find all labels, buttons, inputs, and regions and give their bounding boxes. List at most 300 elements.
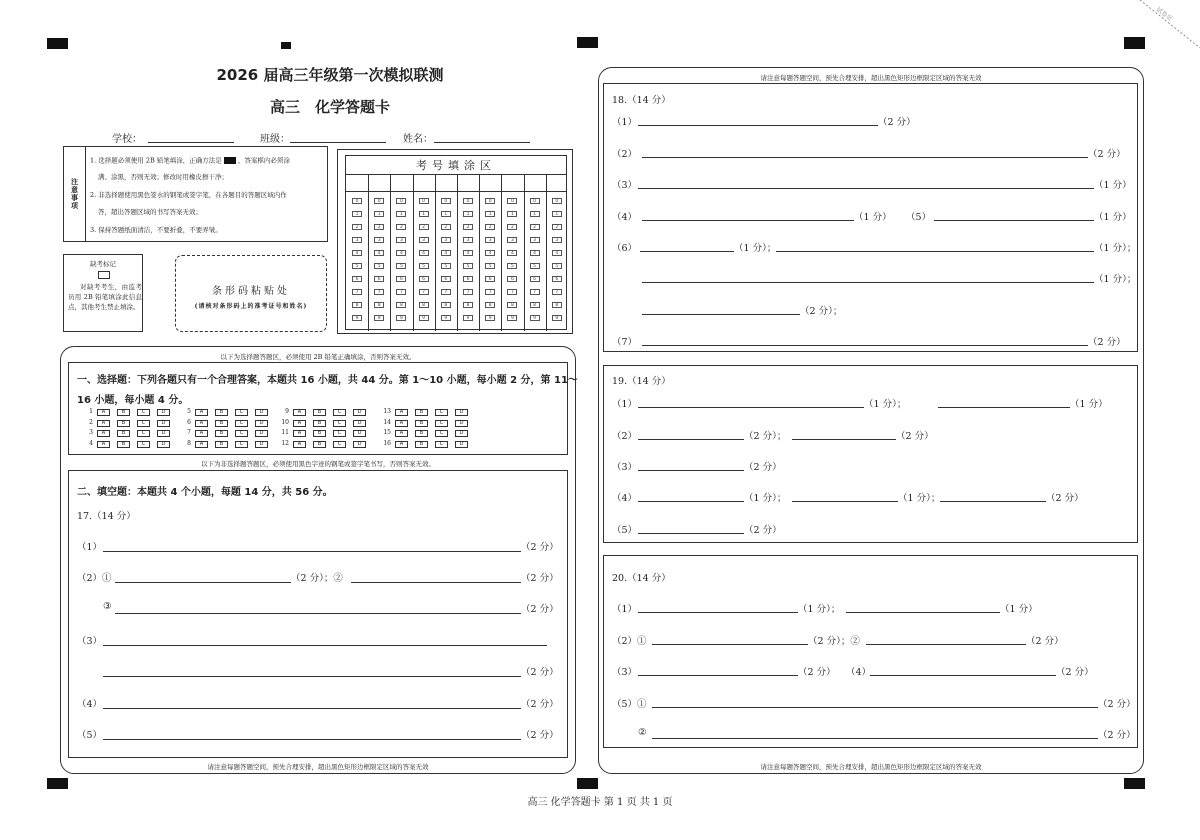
q19-part1a-answer-line[interactable] bbox=[638, 407, 864, 408]
mc-question-number: 16 bbox=[383, 439, 391, 447]
exam-digit-bubble[interactable]: 3 bbox=[396, 237, 406, 243]
exam-digit-bubble[interactable]: 7 bbox=[419, 289, 429, 295]
exam-digit-bubble[interactable]: 5 bbox=[374, 263, 384, 269]
mc-option-bubble[interactable]: B bbox=[117, 441, 130, 448]
exam-digit-bubble[interactable]: 4 bbox=[552, 250, 562, 256]
mc-option-bubble[interactable]: D bbox=[353, 420, 366, 427]
mc-option-bubble[interactable]: D bbox=[455, 420, 468, 427]
registration-mark-top-small bbox=[281, 42, 291, 49]
exam-digit-bubble[interactable]: 8 bbox=[530, 302, 540, 308]
notice-rule-1 bbox=[90, 157, 290, 164]
exam-digit-bubble[interactable]: 2 bbox=[396, 224, 406, 230]
notice-rule-3: 3. 保持答题纸面清洁，不要折叠，不要弄皱。 bbox=[90, 226, 222, 234]
exam-digit-bubble[interactable]: 0 bbox=[530, 198, 540, 204]
mc-option-bubble[interactable]: D bbox=[455, 441, 468, 448]
q20-part5-label: （5）① bbox=[612, 699, 647, 710]
mc-option-bubble[interactable]: B bbox=[313, 441, 326, 448]
rule1-part-b: ，答案框内必须涂 bbox=[237, 156, 290, 165]
exam-digit-bubble[interactable]: 5 bbox=[530, 263, 540, 269]
exam-digit-bubble[interactable]: 1 bbox=[485, 211, 495, 217]
exam-digit-bubble[interactable]: 2 bbox=[352, 224, 362, 230]
exam-digit-bubble[interactable]: 1 bbox=[419, 211, 429, 217]
q18-part4-points: （1 分） bbox=[854, 212, 892, 223]
mc-option-bubble[interactable]: A bbox=[195, 441, 208, 448]
q17-part3-answer-line-1[interactable] bbox=[103, 645, 547, 646]
exam-digit-bubble[interactable]: 5 bbox=[463, 263, 473, 269]
exam-digit-bubble[interactable]: 9 bbox=[507, 315, 517, 321]
q18-part3-label: （3） bbox=[612, 180, 638, 191]
mc-option-bubble[interactable]: C bbox=[235, 409, 248, 416]
mc-option-bubble[interactable]: D bbox=[255, 409, 268, 416]
q17-part3-points: （2 分） bbox=[521, 667, 559, 678]
q19-part2a-points: （2 分）； bbox=[744, 431, 787, 442]
barcode-note: (请核对条形码上的准考证号和姓名) bbox=[194, 303, 308, 310]
mc-option-bubble[interactable]: A bbox=[395, 409, 408, 416]
notice-side-label: 注意事项 bbox=[64, 147, 86, 241]
school-label: 学校： bbox=[112, 134, 142, 145]
exam-digit-bubble[interactable]: 1 bbox=[396, 211, 406, 217]
mc-option-bubble[interactable]: A bbox=[395, 430, 408, 437]
exam-digit-bubble[interactable]: 7 bbox=[441, 289, 451, 295]
q18-part6d-answer-line[interactable] bbox=[642, 314, 800, 315]
q20-part1a-points: （1 分）； bbox=[798, 604, 841, 615]
exam-digit-bubble[interactable]: 3 bbox=[419, 237, 429, 243]
exam-digit-bubble[interactable]: 7 bbox=[507, 289, 517, 295]
exam-digit-bubble[interactable]: 3 bbox=[552, 237, 562, 243]
q18-part7-answer-line[interactable] bbox=[642, 345, 1088, 346]
exam-digit-bubble[interactable]: 3 bbox=[485, 237, 495, 243]
q18-part2-answer-line[interactable] bbox=[642, 157, 1088, 158]
mc-option-bubble[interactable]: A bbox=[195, 430, 208, 437]
exam-digit-bubble[interactable]: 6 bbox=[463, 276, 473, 282]
rule1-part-a: 1. 选择题必须使用 2B 铅笔填涂，正确方法是 bbox=[90, 156, 222, 165]
exam-digit-bubble[interactable]: 3 bbox=[352, 237, 362, 243]
exam-digit-bubble[interactable]: 9 bbox=[396, 315, 406, 321]
exam-digit-bubble[interactable]: 0 bbox=[374, 198, 384, 204]
exam-digit-bubble[interactable]: 9 bbox=[419, 315, 429, 321]
exam-digit-bubble[interactable]: 6 bbox=[552, 276, 562, 282]
mc-option-bubble[interactable]: B bbox=[415, 441, 428, 448]
exam-digit-bubble[interactable]: 2 bbox=[507, 224, 517, 230]
exam-digit-bubble[interactable]: 2 bbox=[441, 224, 451, 230]
mc-question-number: 8 bbox=[187, 439, 191, 447]
exam-digit-bubble[interactable]: 5 bbox=[419, 263, 429, 269]
q17-part1-label: （1） bbox=[77, 542, 103, 553]
exam-digit-bubble[interactable]: 8 bbox=[352, 302, 362, 308]
q18-part3-answer-line[interactable] bbox=[638, 188, 1094, 189]
mc-option-bubble[interactable]: A bbox=[97, 409, 110, 416]
q17-part1-answer-line[interactable] bbox=[103, 551, 521, 552]
q18-title: 18.（14 分） bbox=[612, 95, 671, 106]
mc-option-bubble[interactable]: A bbox=[97, 420, 110, 427]
q18-part6c-points: （1 分）； bbox=[1094, 274, 1137, 285]
exam-number-column-divider bbox=[390, 175, 391, 331]
q19-part4c-points: （2 分） bbox=[1046, 493, 1084, 504]
mc-option-bubble[interactable]: C bbox=[137, 441, 150, 448]
registration-mark-bottom-right bbox=[1124, 778, 1145, 789]
exam-digit-bubble[interactable]: 1 bbox=[507, 211, 517, 217]
mc-option-bubble[interactable]: D bbox=[157, 420, 170, 427]
exam-digit-bubble[interactable]: 0 bbox=[507, 198, 517, 204]
mc-option-bubble[interactable]: D bbox=[255, 441, 268, 448]
mc-option-bubble[interactable]: C bbox=[235, 430, 248, 437]
mc-option-bubble[interactable]: A bbox=[395, 441, 408, 448]
q17-part4-answer-line[interactable] bbox=[103, 708, 521, 709]
mc-option-bubble[interactable]: D bbox=[157, 430, 170, 437]
q20-part5b-answer-line[interactable] bbox=[652, 738, 1098, 739]
mc-option-bubble[interactable]: B bbox=[415, 409, 428, 416]
exam-digit-bubble[interactable]: 3 bbox=[441, 237, 451, 243]
mc-option-bubble[interactable]: A bbox=[293, 420, 306, 427]
q20-part4-label: （4） bbox=[846, 667, 872, 678]
mc-option-bubble[interactable]: D bbox=[255, 430, 268, 437]
mc-option-bubble[interactable]: D bbox=[157, 409, 170, 416]
q20-part3-points: （2 分） bbox=[798, 667, 836, 678]
q19-part1b-points: （1 分） bbox=[1070, 399, 1108, 410]
barcode-area bbox=[175, 255, 327, 332]
exam-digit-bubble[interactable]: 8 bbox=[463, 302, 473, 308]
mc-option-bubble[interactable]: A bbox=[293, 430, 306, 437]
mc-option-bubble[interactable]: C bbox=[137, 420, 150, 427]
exam-digit-bubble[interactable]: 7 bbox=[463, 289, 473, 295]
q18-part1-label: （1） bbox=[612, 117, 638, 128]
registration-mark-top-center bbox=[577, 37, 598, 48]
mc-option-bubble[interactable]: B bbox=[215, 409, 228, 416]
exam-digit-bubble[interactable]: 9 bbox=[552, 315, 562, 321]
exam-digit-bubble[interactable]: 6 bbox=[530, 276, 540, 282]
mc-option-bubble[interactable]: D bbox=[353, 430, 366, 437]
mc-question-number: 6 bbox=[187, 418, 191, 426]
card-subtitle: 高三 化学答题卡 bbox=[269, 98, 390, 116]
q17-part2c-answer-line[interactable] bbox=[115, 613, 521, 614]
mc-option-bubble[interactable]: A bbox=[195, 420, 208, 427]
exam-digit-bubble[interactable]: 1 bbox=[352, 211, 362, 217]
q17-part5-label: （5） bbox=[77, 730, 103, 741]
exam-digit-bubble[interactable]: 8 bbox=[419, 302, 429, 308]
mc-option-bubble[interactable]: A bbox=[293, 441, 306, 448]
mc-option-bubble[interactable]: A bbox=[293, 409, 306, 416]
exam-digit-bubble[interactable]: 4 bbox=[441, 250, 451, 256]
q19-part1a-points: （1 分）； bbox=[864, 399, 907, 410]
q17-part2b-answer-line[interactable] bbox=[351, 582, 521, 583]
q19-part2-label: （2） bbox=[612, 431, 638, 442]
exam-number-column-divider bbox=[368, 175, 369, 331]
exam-digit-bubble[interactable]: 3 bbox=[374, 237, 384, 243]
q18-part6b-points: （1 分）； bbox=[1094, 243, 1137, 254]
mc-option-bubble[interactable]: C bbox=[235, 420, 248, 427]
q17-part3-label: （3） bbox=[77, 636, 103, 647]
mc-option-bubble[interactable]: A bbox=[97, 430, 110, 437]
exam-digit-bubble[interactable]: 8 bbox=[507, 302, 517, 308]
exam-digit-bubble[interactable]: 6 bbox=[396, 276, 406, 282]
class-field[interactable] bbox=[290, 142, 386, 143]
q19-part1b-answer-line[interactable] bbox=[938, 407, 1070, 408]
q19-part4b-points: （1 分）； bbox=[898, 493, 941, 504]
mc-option-bubble[interactable]: B bbox=[117, 430, 130, 437]
mc-option-bubble[interactable]: C bbox=[333, 441, 346, 448]
q17-part2c-label: ③ bbox=[103, 601, 112, 612]
exam-digit-bubble[interactable]: 4 bbox=[530, 250, 540, 256]
mc-option-bubble[interactable]: C bbox=[435, 441, 448, 448]
q19-part2b-answer-line[interactable] bbox=[792, 439, 896, 440]
mc-question-number: 12 bbox=[281, 439, 289, 447]
exam-number-title: 考号填涂区 bbox=[346, 156, 566, 175]
notice-rule-2-cont: 答，超出答题区域的书写答案无效； bbox=[98, 208, 202, 216]
exam-digit-bubble[interactable]: 7 bbox=[396, 289, 406, 295]
mc-question-number: 4 bbox=[89, 439, 93, 447]
class-label: 班级： bbox=[260, 134, 290, 145]
exam-digit-bubble[interactable]: 7 bbox=[530, 289, 540, 295]
exam-title: 2026 届高三年级第一次模拟联测 bbox=[216, 66, 444, 84]
q20-part2a-answer-line[interactable] bbox=[652, 644, 808, 645]
mc-option-bubble[interactable]: B bbox=[215, 441, 228, 448]
exam-digit-bubble[interactable]: 5 bbox=[352, 263, 362, 269]
mc-option-bubble[interactable]: D bbox=[455, 430, 468, 437]
mc-option-bubble[interactable]: C bbox=[333, 420, 346, 427]
mc-question-number: 9 bbox=[285, 408, 289, 415]
q17-part5-points: （2 分） bbox=[521, 730, 559, 741]
exam-digit-bubble[interactable]: 3 bbox=[463, 237, 473, 243]
choice-section bbox=[68, 362, 578, 455]
exam-number-column-divider bbox=[435, 175, 436, 331]
q20-part1b-points: （1 分） bbox=[1000, 604, 1038, 615]
name-field[interactable] bbox=[434, 142, 530, 143]
exam-digit-bubble[interactable]: 8 bbox=[485, 302, 495, 308]
exam-digit-bubble[interactable]: 1 bbox=[530, 211, 540, 217]
mc-option-bubble[interactable]: B bbox=[313, 409, 326, 416]
exam-digit-bubble[interactable]: 2 bbox=[463, 224, 473, 230]
right-top-note: 请注意每题答题空间，预先合理安排，超出黑色矩形边框限定区域的答案无效 bbox=[760, 74, 982, 82]
exam-digit-bubble[interactable]: 0 bbox=[352, 198, 362, 204]
exam-digit-bubble[interactable]: 4 bbox=[352, 250, 362, 256]
exam-number-column-divider bbox=[501, 175, 502, 331]
exam-digit-bubble[interactable]: 2 bbox=[530, 224, 540, 230]
exam-digit-bubble[interactable]: 5 bbox=[396, 263, 406, 269]
exam-digit-bubble[interactable]: 8 bbox=[396, 302, 406, 308]
exam-digit-bubble[interactable]: 8 bbox=[552, 302, 562, 308]
q18-part2-points: （2 分） bbox=[1088, 149, 1126, 160]
right-bottom-note: 请注意每题答题空间，预先合理安排，超出黑色矩形边框限定区域的答案无效 bbox=[760, 763, 982, 771]
q19-part2b-points: （2 分） bbox=[896, 431, 934, 442]
exam-digit-bubble[interactable]: 0 bbox=[419, 198, 429, 204]
exam-digit-bubble[interactable]: 6 bbox=[507, 276, 517, 282]
mc-option-bubble[interactable]: C bbox=[435, 430, 448, 437]
exam-digit-bubble[interactable]: 3 bbox=[507, 237, 517, 243]
q18-part3-points: （1 分） bbox=[1094, 180, 1132, 191]
page-footer: 高三 化学答题卡 第 1 页 共 1 页 bbox=[527, 797, 673, 808]
q18-part6-label: （6） bbox=[612, 243, 638, 254]
exam-digit-bubble[interactable]: 1 bbox=[441, 211, 451, 217]
mc-option-bubble[interactable]: C bbox=[235, 441, 248, 448]
q19-part3-points: （2 分） bbox=[744, 462, 782, 473]
mc-option-bubble[interactable]: C bbox=[333, 409, 346, 416]
filled-example-icon bbox=[224, 157, 236, 164]
exam-digit-bubble[interactable]: 2 bbox=[419, 224, 429, 230]
mc-question-number: 7 bbox=[187, 429, 191, 436]
mc-question-number: 11 bbox=[281, 429, 289, 436]
q20-part5b-points: （2 分） bbox=[1098, 730, 1136, 741]
q19-part4a-points: （1 分）； bbox=[744, 493, 787, 504]
q17-title: 17.（14 分） bbox=[77, 511, 136, 522]
q17-part2a-answer-line[interactable] bbox=[115, 582, 291, 583]
q20-part2-label: （2）① bbox=[612, 636, 647, 647]
q20-part2a-points: （2 分）；② bbox=[808, 636, 860, 647]
q18-part6a-answer-line[interactable] bbox=[640, 251, 734, 252]
q18-part1-points: （2 分） bbox=[878, 117, 916, 128]
exam-digit-bubble[interactable]: 8 bbox=[441, 302, 451, 308]
q19-part4c-answer-line[interactable] bbox=[940, 501, 1046, 502]
exam-digit-bubble[interactable]: 9 bbox=[352, 315, 362, 321]
mc-option-bubble[interactable]: C bbox=[435, 420, 448, 427]
mc-question-number: 1 bbox=[89, 408, 93, 415]
q17-part2-label: （2）① bbox=[77, 573, 112, 584]
mc-option-bubble[interactable]: B bbox=[117, 409, 130, 416]
q20-part5b-label: ② bbox=[638, 727, 647, 738]
mc-question-number: 3 bbox=[89, 429, 93, 436]
q18-part6b-answer-line[interactable] bbox=[776, 251, 1094, 252]
q19-part5-answer-line[interactable] bbox=[638, 533, 744, 534]
mc-option-bubble[interactable]: B bbox=[117, 420, 130, 427]
q19-part3-answer-line[interactable] bbox=[638, 470, 744, 471]
notice-rule-2: 2. 非选择题使用黑色签水的钢笔或签字笔，在各题目的答题区域内作 bbox=[90, 191, 287, 199]
mc-option-bubble[interactable]: A bbox=[395, 420, 408, 427]
exam-digit-bubble[interactable]: 1 bbox=[552, 211, 562, 217]
mc-question-number: 10 bbox=[281, 418, 289, 426]
exam-digit-bubble[interactable]: 4 bbox=[419, 250, 429, 256]
mc-option-bubble[interactable]: B bbox=[313, 430, 326, 437]
exam-digit-bubble[interactable]: 4 bbox=[485, 250, 495, 256]
q20-part4-answer-line[interactable] bbox=[870, 675, 1056, 676]
q17-part4-points: （2 分） bbox=[521, 699, 559, 710]
mc-option-bubble[interactable]: C bbox=[333, 430, 346, 437]
q19-part4-label: （4） bbox=[612, 493, 638, 504]
q17-part2b-points: （2 分） bbox=[521, 573, 559, 584]
mc-option-bubble[interactable]: C bbox=[435, 409, 448, 416]
mc-option-bubble[interactable]: B bbox=[215, 420, 228, 427]
q20-part2b-answer-line[interactable] bbox=[866, 644, 1026, 645]
exam-digit-bubble[interactable]: 9 bbox=[485, 315, 495, 321]
mc-question-number: 13 bbox=[383, 408, 391, 415]
mc-option-bubble[interactable]: A bbox=[97, 441, 110, 448]
exam-digit-bubble[interactable]: 7 bbox=[352, 289, 362, 295]
exam-digit-bubble[interactable]: 1 bbox=[374, 211, 384, 217]
exam-digit-bubble[interactable]: 5 bbox=[552, 263, 562, 269]
absent-checkbox[interactable] bbox=[98, 271, 110, 279]
exam-number-write-row[interactable] bbox=[346, 175, 566, 192]
exam-digit-bubble[interactable]: 6 bbox=[419, 276, 429, 282]
choice-note: 以下为选择题答题区，必须使用 2B 铅笔正确填涂，否则答案无效。 bbox=[220, 353, 416, 361]
q20-part1a-answer-line[interactable] bbox=[638, 612, 798, 613]
mc-option-bubble[interactable]: C bbox=[137, 409, 150, 416]
exam-digit-bubble[interactable]: 9 bbox=[441, 315, 451, 321]
exam-digit-bubble[interactable]: 0 bbox=[552, 198, 562, 204]
exam-digit-bubble[interactable]: 1 bbox=[463, 211, 473, 217]
mc-option-bubble[interactable]: B bbox=[215, 430, 228, 437]
q18-part7-label: （7） bbox=[612, 337, 638, 348]
exam-number-column-divider bbox=[413, 175, 414, 331]
exam-digit-bubble[interactable]: 6 bbox=[441, 276, 451, 282]
mc-option-bubble[interactable]: D bbox=[455, 409, 468, 416]
exam-digit-bubble[interactable]: 2 bbox=[552, 224, 562, 230]
q20-title: 20.（14 分） bbox=[612, 573, 671, 584]
exam-digit-bubble[interactable]: 5 bbox=[507, 263, 517, 269]
left-bottom-note: 请注意每题答题空间，预先合理安排，超出黑色矩形边框限定区域的答案无效 bbox=[207, 763, 429, 771]
mc-option-bubble[interactable]: B bbox=[415, 430, 428, 437]
q20-part5a-answer-line[interactable] bbox=[652, 707, 1098, 708]
q18-part5-answer-line[interactable] bbox=[934, 220, 1094, 221]
q18-part5-points: （1 分） bbox=[1094, 212, 1132, 223]
mc-question-number: 5 bbox=[187, 408, 191, 415]
q19-part4a-answer-line[interactable] bbox=[638, 501, 744, 502]
school-field[interactable] bbox=[148, 142, 234, 143]
exam-digit-bubble[interactable]: 4 bbox=[507, 250, 517, 256]
mc-option-bubble[interactable]: A bbox=[195, 409, 208, 416]
q20-part3-answer-line[interactable] bbox=[638, 675, 798, 676]
q20-part1b-answer-line[interactable] bbox=[846, 612, 1000, 613]
mc-option-bubble[interactable]: D bbox=[353, 441, 366, 448]
exam-digit-bubble[interactable]: 0 bbox=[441, 198, 451, 204]
fill-section bbox=[68, 470, 568, 758]
exam-digit-bubble[interactable]: 9 bbox=[463, 315, 473, 321]
q19-part2a-answer-line[interactable] bbox=[638, 439, 744, 440]
exam-digit-bubble[interactable]: 4 bbox=[396, 250, 406, 256]
q17-part5-answer-line[interactable] bbox=[103, 739, 521, 740]
mc-option-bubble[interactable]: D bbox=[157, 441, 170, 448]
q18-part2-label: （2） bbox=[612, 149, 638, 160]
exam-digit-bubble[interactable]: 8 bbox=[374, 302, 384, 308]
choice-title-line2: 16 小题，每小题 4 分。 bbox=[77, 395, 189, 406]
exam-digit-bubble[interactable]: 4 bbox=[463, 250, 473, 256]
exam-digit-bubble[interactable]: 0 bbox=[463, 198, 473, 204]
exam-number-column-divider bbox=[524, 175, 525, 331]
exam-digit-bubble[interactable]: 6 bbox=[352, 276, 362, 282]
nonchoice-note: 以下为非选择题答题区，必须使用黑色字迹的钢笔或签字笔书写，否则答案无效。 bbox=[201, 460, 435, 468]
exam-digit-bubble[interactable]: 2 bbox=[374, 224, 384, 230]
mc-option-bubble[interactable]: D bbox=[255, 420, 268, 427]
q19-part4b-answer-line[interactable] bbox=[792, 501, 898, 502]
exam-digit-bubble[interactable]: 5 bbox=[441, 263, 451, 269]
q20-part5a-points: （2 分） bbox=[1098, 699, 1136, 710]
mc-question-number: 15 bbox=[383, 429, 391, 436]
mc-option-bubble[interactable]: B bbox=[415, 420, 428, 427]
q20-part4-points: （2 分） bbox=[1056, 667, 1094, 678]
exam-digit-bubble[interactable]: 7 bbox=[374, 289, 384, 295]
exam-digit-bubble[interactable]: 3 bbox=[530, 237, 540, 243]
mc-option-bubble[interactable]: C bbox=[137, 430, 150, 437]
absent-mark-box bbox=[63, 254, 143, 332]
q18-part4-answer-line[interactable] bbox=[642, 220, 854, 221]
exam-digit-bubble[interactable]: 5 bbox=[485, 263, 495, 269]
q18-part1-answer-line[interactable] bbox=[638, 125, 878, 126]
q17-part3-answer-line-2[interactable] bbox=[103, 676, 521, 677]
exam-digit-bubble[interactable]: 0 bbox=[396, 198, 406, 204]
q18-part5-label: （5） bbox=[906, 212, 932, 223]
exam-digit-bubble[interactable]: 9 bbox=[530, 315, 540, 321]
exam-digit-bubble[interactable]: 7 bbox=[552, 289, 562, 295]
absent-description: 对缺考考生，由监考员用 2B 铅笔填涂此信息点，其他考生禁止填涂。 bbox=[68, 283, 142, 311]
mc-option-bubble[interactable]: D bbox=[353, 409, 366, 416]
q19-title: 19.（14 分） bbox=[612, 376, 671, 387]
exam-digit-bubble[interactable]: 2 bbox=[485, 224, 495, 230]
mc-option-bubble[interactable]: B bbox=[313, 420, 326, 427]
exam-digit-bubble[interactable]: 9 bbox=[374, 315, 384, 321]
exam-digit-bubble[interactable]: 4 bbox=[374, 250, 384, 256]
exam-digit-bubble[interactable]: 0 bbox=[485, 198, 495, 204]
q18-part6c-answer-line[interactable] bbox=[642, 282, 1094, 283]
exam-digit-bubble[interactable]: 6 bbox=[374, 276, 384, 282]
exam-digit-bubble[interactable]: 6 bbox=[485, 276, 495, 282]
exam-digit-bubble[interactable]: 7 bbox=[485, 289, 495, 295]
